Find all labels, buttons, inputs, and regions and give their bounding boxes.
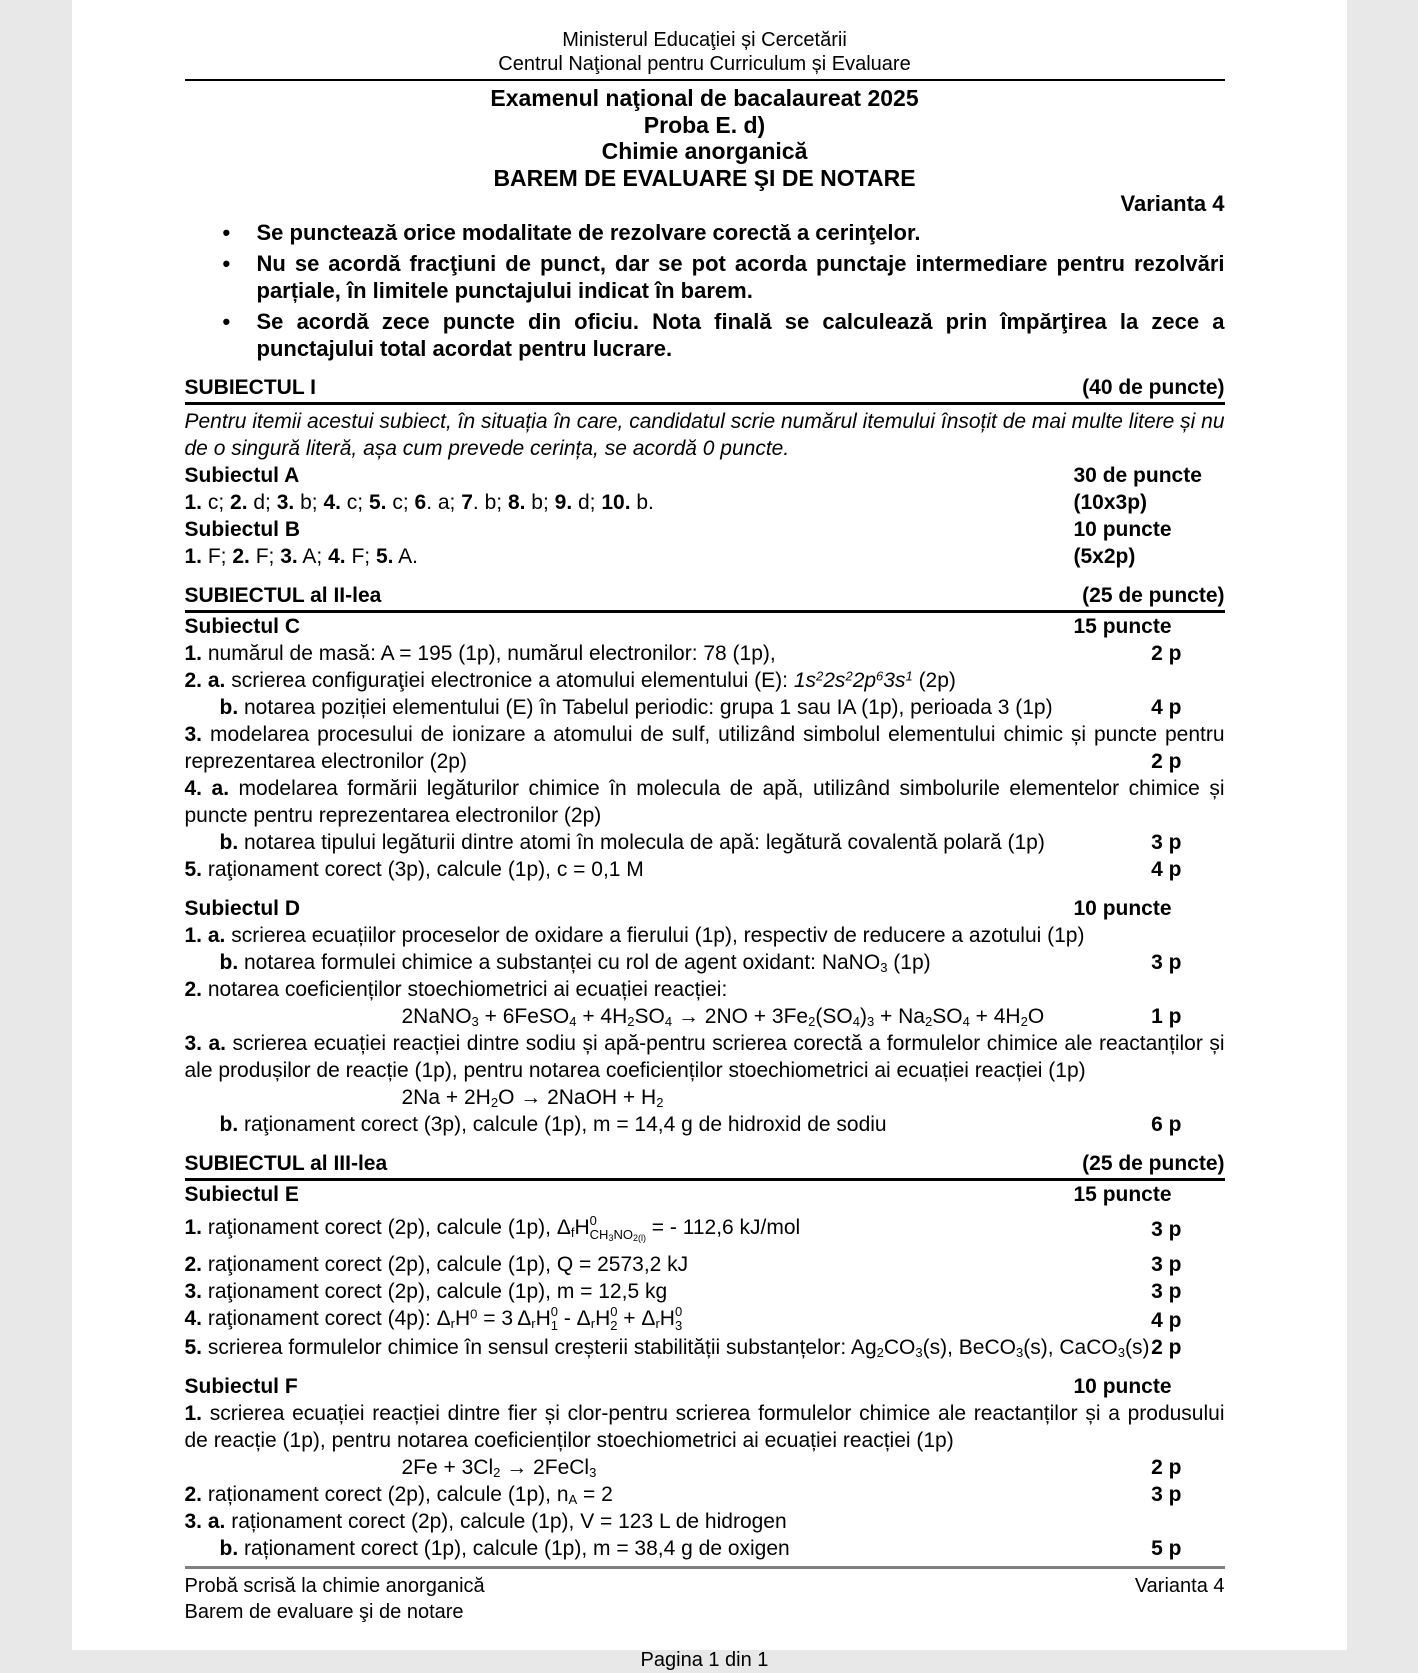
subjectC-points: 15 puncte <box>1074 613 1172 640</box>
center-name: Centrul Naţional pentru Curriculum și Evaluare <box>185 52 1225 76</box>
header-divider <box>185 79 1225 81</box>
section2-heading-row <box>185 582 1225 613</box>
itemC2a-text: 2. a. scrierea configuraţiei electronice a atomului elementului (E): $1s^22s^22p^63s^1$ (2p) <box>185 667 1225 694</box>
itemC2b-text: b. notarea poziției elementului (E) în Tabelul periodic: grupa 1 sau IA (1p), perioada 3 (1p) <box>185 694 1260 721</box>
itemD3a-row <box>185 1030 1225 1084</box>
itemF3b-text: b. raționament corect (1p), calcule (1p), m = 38,4 g de oxigen <box>185 1535 1260 1562</box>
subjectA-answers: 1. c; 2. d; 3. b; 4. c; 5. c; 6. a; 7. b; 8. b; 9. d; 10. b. <box>185 489 1225 516</box>
instructions-list <box>185 219 1225 362</box>
itemD3-points: 6 p <box>1151 1111 1181 1138</box>
itemE4-text: 4. raţionament corect (4p): $\Delta_rH^0 = 3$ $\Delta_rH$ 0 1 - $\Delta_rH$ 0 2 + $\Delta_rH$ 0 3 <box>185 1305 1225 1334</box>
exam-title: Examenul naţional de bacalaureat 2025 <box>185 85 1225 112</box>
itemD1b-text: b. notarea formulei chimice a substanței cu rol de agent oxidant: NaNO$_3$ (1p) <box>185 949 1260 976</box>
itemE5-points: 2 p <box>1151 1334 1181 1361</box>
itemF1-text: 1. scrierea ecuației reacției dintre fier și clor-pentru scrierea formulelor chimice ale reactanților și a produsului de reacție (1p), pentru notarea coeficienților stoechiometrici ai ecuației reacției (1p) <box>185 1400 1225 1454</box>
itemE3-points: 3 p <box>1151 1278 1181 1305</box>
subjectA-title-row <box>185 462 1225 489</box>
subjectB-title: Subiectul B <box>185 516 1225 543</box>
itemC3-row <box>185 721 1225 775</box>
itemC4a-row <box>185 775 1225 829</box>
probe-title: Proba E. d) <box>185 112 1225 139</box>
instruction-item-2: • Nu se acordă fracţiuni de punct, dar se pot acorda punctaje intermediare pentru rezolvări parțiale, în limitele punctajului indicat în barem. <box>185 250 1225 304</box>
subjectA-scoring: (10x3p) <box>1074 489 1148 516</box>
subjectB-answers-row <box>185 543 1225 570</box>
section1-title: SUBIECTUL I <box>185 374 316 401</box>
itemD2-equation-row <box>185 1003 1225 1030</box>
itemD3-equation-row <box>185 1084 1225 1111</box>
itemF3-points: 5 p <box>1151 1535 1181 1562</box>
itemC1-text: 1. numărul de masă: A = 195 (1p), numărul electronilor: 78 (1p), <box>185 640 1225 667</box>
instruction-item-1: • Se punctează orice modalitate de rezolvare corectă a cerinţelor. <box>185 219 1225 246</box>
itemE4-points: 4 p <box>1151 1307 1181 1334</box>
itemF2-row <box>185 1481 1225 1508</box>
itemF3a-text: 3. a. raționament corect (2p), calcule (1p), V = 123 L de hidrogen <box>185 1508 1225 1535</box>
itemC4b-row <box>185 829 1225 856</box>
itemD1a-text: 1. a. scrierea ecuațiilor proceselor de oxidare a fierului (1p), respectiv de reducere a azotului (1p) <box>185 922 1225 949</box>
itemE1-text: 1. raţionament corect (2p), calcule (1p), $\Delta_fH$ 0 $CH_3NO_{2(l)}$ = - 112,6 kJ/mol <box>185 1208 1225 1251</box>
section1-points: (40 de puncte) <box>1082 374 1224 401</box>
subjectC-title: Subiectul C <box>185 613 1225 640</box>
subjectA-title: Subiectul A <box>185 462 1225 489</box>
subjectF-title: Subiectul F <box>185 1373 1225 1400</box>
itemD3a-text: 3. a. scrierea ecuației reacției dintre sodiu și apă-pentru scrierea corectă a formulelor chimice ale reactanților și ale produșilor de reacție (1p), pentru notarea coeficienților stoechiometrici ai ecuației reacției (1p) <box>185 1030 1225 1084</box>
itemC2b-row <box>185 694 1225 721</box>
section2-title: SUBIECTUL al II-lea <box>185 582 382 609</box>
equation-redox: 2NaNO$_3$ + 6FeSO$_4$ + $4H_2SO_4 \to 2NO + 3Fe_2(SO_4)_3 + Na_2SO_4 + 4H_2O$ <box>185 1003 1418 1030</box>
section1-note: Pentru itemii acestui subiect, în situația în care, candidatul scrie numărul itemului însoțit de mai multe litere și nu de o singură literă, așa cum prevede cerința, se acordă 0 puncte. <box>185 408 1225 462</box>
itemC4a-text: 4. a. modelarea formării legăturilor chimice în molecula de apă, utilizând simbolurile elementelor chimice și puncte pentru reprezentarea electronilor (2p) <box>185 775 1225 829</box>
itemF1-points: 2 p <box>1151 1454 1181 1481</box>
spacer <box>185 1361 1225 1373</box>
subjectA-answers-row <box>185 489 1225 516</box>
itemE4-row <box>185 1305 1225 1334</box>
itemE5-row <box>185 1334 1225 1361</box>
itemD3b-text: b. raţionament corect (3p), calcule (1p), m = 14,4 g de hidroxid de sodiu <box>185 1111 1260 1138</box>
itemD1a-row <box>185 922 1225 949</box>
subjectE-title-row <box>185 1181 1225 1208</box>
instruction-item-3: • Se acordă zece puncte din oficiu. Nota finală se calculează prin împărţirea la zece a punctajului total acordat pentru lucrare. <box>185 308 1225 362</box>
footer-variant: Varianta 4 <box>1135 1573 1225 1599</box>
page-footer <box>185 1566 1225 1673</box>
itemF1-equation-row <box>185 1454 1225 1481</box>
itemE1-points: 3 p <box>1151 1216 1181 1243</box>
itemE3-row <box>185 1278 1225 1305</box>
subjectF-title-row <box>185 1373 1225 1400</box>
section3-title: SUBIECTUL al III-lea <box>185 1150 388 1177</box>
itemC4-points: 3 p <box>1151 829 1181 856</box>
itemF3a-row <box>185 1508 1225 1535</box>
section3-heading-row <box>185 1150 1225 1181</box>
itemE2-text: 2. raţionament corect (2p), calcule (1p), Q = 2573,2 kJ <box>185 1251 1225 1278</box>
equation-sodium-water: $2Na + 2H_2O$ → 2NaOH + $H_2$ <box>185 1084 1418 1111</box>
itemC5-points: 4 p <box>1151 856 1181 883</box>
itemC1-points: 2 p <box>1151 640 1181 667</box>
itemC2-points: 4 p <box>1151 694 1181 721</box>
itemC1-row <box>185 640 1225 667</box>
footer-exam-type: Probă scrisă la chimie anorganică <box>185 1573 485 1599</box>
itemD2-row <box>185 976 1225 1003</box>
itemF2-text: 2. raționament corect (2p), calcule (1p), $n_A = 2$ <box>185 1481 1225 1508</box>
section3-points: (25 de puncte) <box>1082 1150 1224 1177</box>
subjectB-title-row <box>185 516 1225 543</box>
itemE2-row <box>185 1251 1225 1278</box>
itemE2-points: 3 p <box>1151 1251 1181 1278</box>
subjectE-title: Subiectul E <box>185 1181 1225 1208</box>
itemD2-points: 1 p <box>1151 1003 1181 1030</box>
subjectD-title: Subiectul D <box>185 895 1225 922</box>
itemC5-row <box>185 856 1225 883</box>
itemC3-points: 2 p <box>1151 748 1181 775</box>
subjectB-scoring: (5x2p) <box>1074 543 1136 570</box>
footer-page-number: Pagina 1 din 1 <box>185 1647 1225 1673</box>
footer-line1 <box>185 1573 1225 1599</box>
subjectB-points: 10 puncte <box>1074 516 1172 543</box>
itemC2a-row <box>185 667 1225 694</box>
subjectD-title-row <box>185 895 1225 922</box>
variant-label: Varianta 4 <box>185 191 1225 217</box>
org-header <box>185 28 1225 76</box>
itemE5-text: 5. scrierea formulelor chimice în sensul creșterii stabilității substanțelor: $Ag_2CO_3(s)$, BeCO$_3$(s), CaCO$_3$(s) <box>185 1334 1225 1361</box>
subjectE-points: 15 puncte <box>1074 1181 1172 1208</box>
itemF2-points: 3 p <box>1151 1481 1181 1508</box>
itemC5-text: 5. raţionament corect (3p), calcule (1p), c = 0,1 M <box>185 856 1225 883</box>
subjectD-points: 10 puncte <box>1074 895 1172 922</box>
itemD1b-row <box>185 949 1225 976</box>
discipline-title: Chimie anorganică <box>185 138 1225 165</box>
subjectA-points: 30 de puncte <box>1074 462 1202 489</box>
itemD2-text: 2. notarea coeficienților stoechiometrici ai ecuației reacției: <box>185 976 1225 1003</box>
itemD1-points: 3 p <box>1151 949 1181 976</box>
section1-heading-row <box>185 374 1225 405</box>
section2-points: (25 de puncte) <box>1082 582 1224 609</box>
spacer <box>185 883 1225 895</box>
itemF1-row <box>185 1400 1225 1454</box>
subjectB-answers: 1. F; 2. F; 3. A; 4. F; 5. A. <box>185 543 1225 570</box>
equation-iron-chlorine: $2Fe + 3Cl_2$ → 2FeCl$_3$ <box>185 1454 1418 1481</box>
itemE3-text: 3. raţionament corect (2p), calcule (1p), m = 12,5 kg <box>185 1278 1225 1305</box>
footer-doc-type: Barem de evaluare şi de notare <box>185 1599 1225 1625</box>
itemC4b-text: b. notarea tipului legăturii dintre atomi în molecula de apă: legătură covalentă polară (1p) <box>185 829 1260 856</box>
document-page <box>72 0 1347 1650</box>
itemD3b-row <box>185 1111 1225 1138</box>
subjectF-points: 10 puncte <box>1074 1373 1172 1400</box>
title-block <box>185 85 1225 191</box>
barem-title: BAREM DE EVALUARE ŞI DE NOTARE <box>185 165 1225 192</box>
ministry-name: Ministerul Educaţiei și Cercetării <box>185 28 1225 52</box>
itemC3-text: 3. modelarea procesului de ionizare a atomului de sulf, utilizând simbolul elementului chimic și puncte pentru reprezentarea electronilor (2p) <box>185 721 1225 775</box>
itemE1-row <box>185 1208 1225 1251</box>
subjectC-title-row <box>185 613 1225 640</box>
itemF3b-row <box>185 1535 1225 1562</box>
